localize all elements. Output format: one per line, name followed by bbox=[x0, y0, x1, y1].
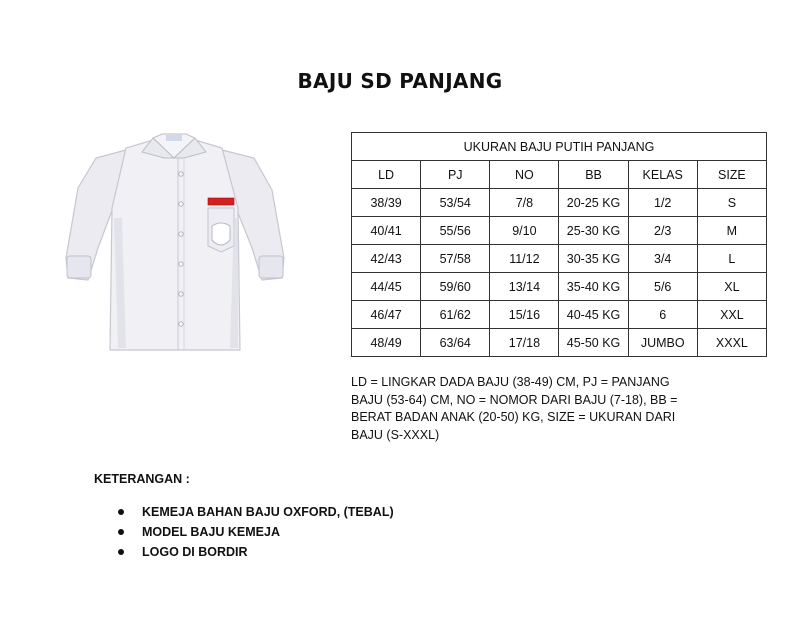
table-cell: 40/41 bbox=[352, 217, 421, 245]
table-row bbox=[352, 329, 767, 357]
table-cell: 9/10 bbox=[490, 217, 559, 245]
table-cell: 5/6 bbox=[628, 273, 697, 301]
shirt-button bbox=[179, 202, 183, 206]
table-cell: 2/3 bbox=[628, 217, 697, 245]
table-cell: XL bbox=[697, 273, 766, 301]
list-item: LOGO DI BORDIR bbox=[116, 542, 394, 562]
table-cell: 57/58 bbox=[421, 245, 490, 273]
table-title-row bbox=[352, 133, 767, 161]
table-cell: 63/64 bbox=[421, 329, 490, 357]
table-cell: 25-30 KG bbox=[559, 217, 628, 245]
column-header: SIZE bbox=[697, 161, 766, 189]
table-row bbox=[352, 189, 767, 217]
table-cell: JUMBO bbox=[628, 329, 697, 357]
shirt-button bbox=[179, 232, 183, 236]
logo-badge bbox=[212, 223, 230, 245]
table-cell: XXL bbox=[697, 301, 766, 329]
shirt-button bbox=[179, 322, 183, 326]
table-cell: 44/45 bbox=[352, 273, 421, 301]
table-cell: XXXL bbox=[697, 329, 766, 357]
table-cell: L bbox=[697, 245, 766, 273]
table-cell: 1/2 bbox=[628, 189, 697, 217]
table-title: UKURAN BAJU PUTIH PANJANG bbox=[352, 133, 767, 161]
shirt-image bbox=[58, 128, 290, 358]
shirt-right-cuff bbox=[259, 256, 283, 278]
column-header: LD bbox=[352, 161, 421, 189]
table-cell: 45-50 KG bbox=[559, 329, 628, 357]
table-cell: 20-25 KG bbox=[559, 189, 628, 217]
table-cell: 46/47 bbox=[352, 301, 421, 329]
table-cell: 55/56 bbox=[421, 217, 490, 245]
keterangan-title: KETERANGAN : bbox=[94, 472, 190, 486]
table-cell: 17/18 bbox=[490, 329, 559, 357]
table-cell: 35-40 KG bbox=[559, 273, 628, 301]
size-legend-notes: LD = LINGKAR DADA BAJU (38-49) CM, PJ = PANJANG BAJU (53-64) CM, NO = NOMOR DARI BAJU (7-18), BB = BERAT BADAN ANAK (20-50) KG, SIZE = UKURAN DARI BAJU (S-XXXL) bbox=[351, 375, 678, 442]
list-item: KEMEJA BAHAN BAJU OXFORD, (TEBAL) bbox=[116, 502, 394, 522]
table-cell: S bbox=[697, 189, 766, 217]
table-cell: 6 bbox=[628, 301, 697, 329]
table-cell: 61/62 bbox=[421, 301, 490, 329]
table-cell: 42/43 bbox=[352, 245, 421, 273]
table-cell: M bbox=[697, 217, 766, 245]
column-header: PJ bbox=[421, 161, 490, 189]
page-title: BAJU SD PANJANG bbox=[297, 69, 503, 94]
shirt-button bbox=[179, 172, 183, 176]
column-header: NO bbox=[490, 161, 559, 189]
column-header: KELAS bbox=[628, 161, 697, 189]
table-row bbox=[352, 273, 767, 301]
list-item: MODEL BAJU KEMEJA bbox=[116, 522, 394, 542]
table-cell: 7/8 bbox=[490, 189, 559, 217]
table-cell: 11/12 bbox=[490, 245, 559, 273]
table-cell: 38/39 bbox=[352, 189, 421, 217]
table-row bbox=[352, 301, 767, 329]
table-cell: 15/16 bbox=[490, 301, 559, 329]
table-cell: 59/60 bbox=[421, 273, 490, 301]
table-row bbox=[352, 245, 767, 273]
table-cell: 30-35 KG bbox=[559, 245, 628, 273]
table-cell: 40-45 KG bbox=[559, 301, 628, 329]
table-cell: 53/54 bbox=[421, 189, 490, 217]
shirt-left-cuff bbox=[67, 256, 91, 278]
flag-badge bbox=[208, 198, 234, 205]
keterangan-list bbox=[116, 502, 394, 562]
shirt-button bbox=[179, 262, 183, 266]
table-cell: 13/14 bbox=[490, 273, 559, 301]
table-cell: 48/49 bbox=[352, 329, 421, 357]
table-row bbox=[352, 217, 767, 245]
size-table bbox=[351, 132, 767, 357]
table-header-row bbox=[352, 161, 767, 189]
shirt-button bbox=[179, 292, 183, 296]
column-header: BB bbox=[559, 161, 628, 189]
table-cell: 3/4 bbox=[628, 245, 697, 273]
